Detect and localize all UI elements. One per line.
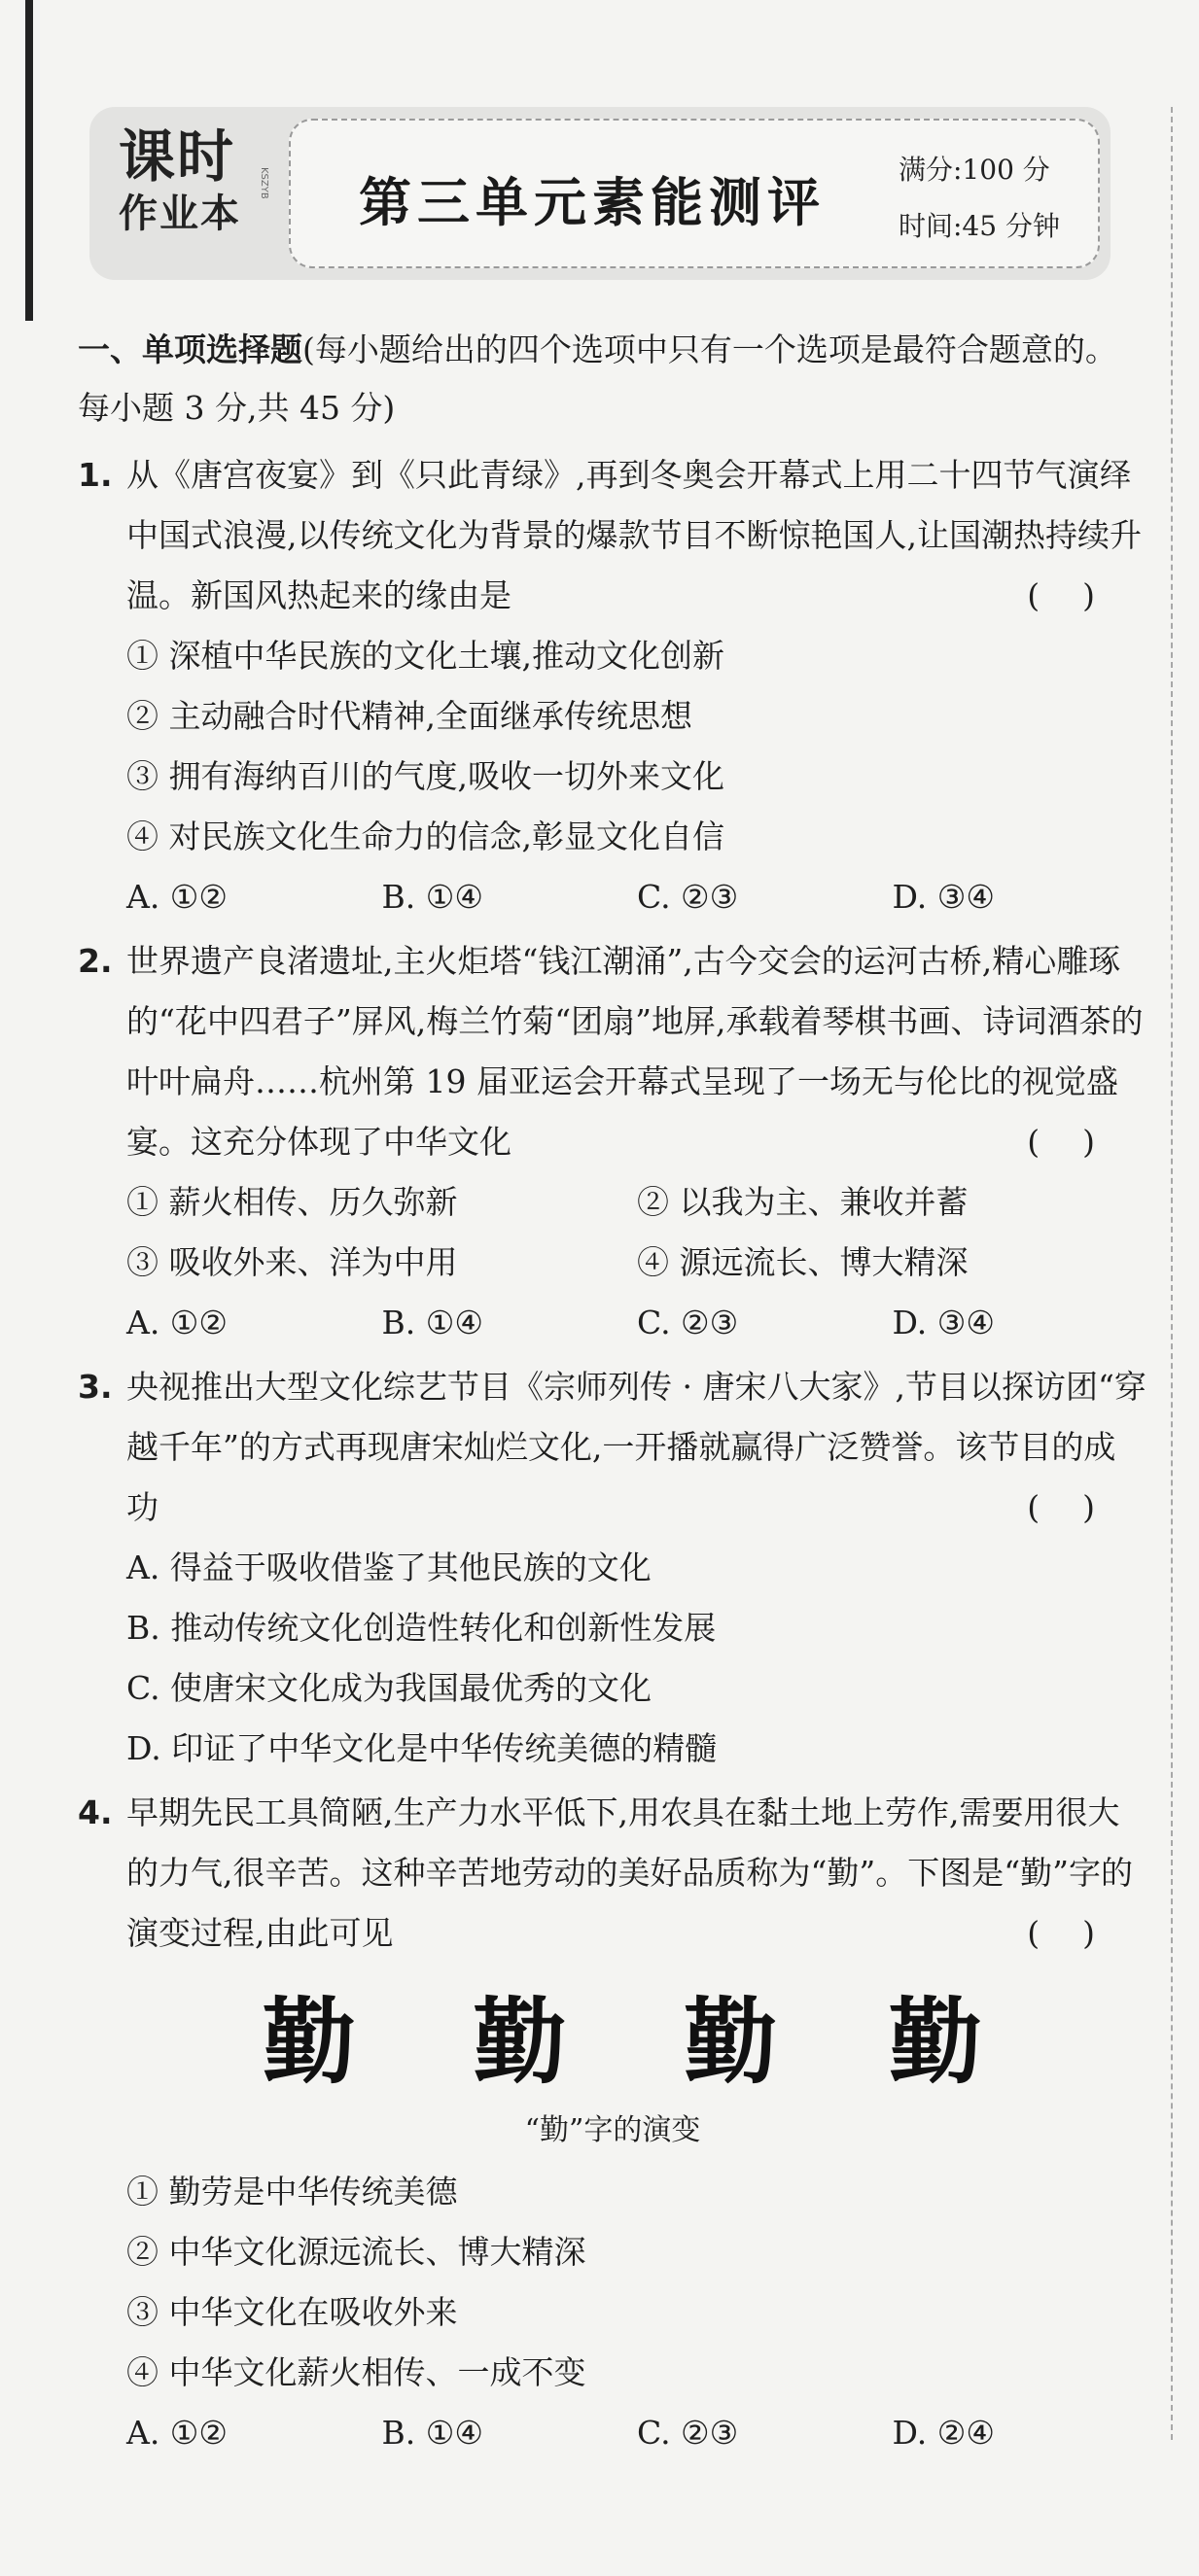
stem-text: 早期先民工具简陋,生产力水平低下,用农具在黏土地上劳作,需要用很大的力气,很辛苦。这种辛苦地劳动的美好品质称为“勤”。下图是“勤”字的演变过程,由此可见 [126,1793,1133,1952]
question-stem [78,1783,1147,1964]
statement-item: ③ 拥有海纳百川的气度,吸收一切外来文化 [126,757,724,795]
statement-item: ③ 中华文化在吸收外来 [126,2293,458,2331]
choice-c[interactable]: C. ②③ [637,878,739,916]
question-stem [78,445,1147,626]
answer-bracket[interactable]: () [1027,1123,1138,1161]
choice-a[interactable]: A. ①② [126,1304,228,1341]
choice-b[interactable]: B. ①④ [381,878,483,916]
stem-text: 从《唐宫夜宴》到《只此青绿》,再到冬奥会开幕式上用二十四节气演绎中国式浪漫,以传统文化为背景的爆款节目不断惊艳国人,让国潮热持续升温。新国风热起来的缘由是 [126,456,1142,614]
question-4 [78,1783,1147,2463]
choice-c[interactable]: C. ②③ [637,2414,739,2452]
time-limit: 时间:45 分钟 [899,210,1060,242]
stem-text: 世界遗产良渚遗址,主火炬塔“钱江潮涌”,古今交会的运河古桥,精心雕琢的“花中四君子”屏风,梅兰竹菊“团扇”地屏,承载着琴棋书画、诗词酒茶的叶叶扁舟……杭州第 19 届亚运会开幕式呈现了一场无与伦比的视觉盛宴。这充分体现了中华文化 [126,942,1144,1161]
question-number: 1. [78,456,113,494]
question-1 [78,445,1147,927]
statement-item: ② 以我为主、兼收并蓄 [637,1183,969,1221]
brand-line-1: 课时 [119,123,236,190]
statement-list [78,1172,1147,1293]
statement-list [78,626,1147,867]
figure-caption: “勤”字的演变 [524,2113,701,2147]
stem-text: 央视推出大型文化综艺节目《宗师列传 · 唐宋八大家》,节目以探访团“穿越千年”的方式再现唐宋灿烂文化,一开播就赢得广泛赞誉。该节目的成功 [126,1368,1146,1526]
statement-item: ② 中华文化源远流长、博大精深 [126,2233,586,2271]
statement-item: ① 深植中华民族的文化土壤,推动文化创新 [126,637,724,675]
statement-item: ④ 源远流长、博大精深 [637,1243,969,1281]
question-2 [78,931,1147,1353]
brand-logo [119,123,264,236]
statement-list [78,2162,1147,2403]
choice-c[interactable]: C. 使唐宋文化成为我国最优秀的文化 [126,1669,652,1707]
brand-line-2: 作业本 [119,191,241,236]
answer-choices [78,1293,1147,1353]
answer-bracket[interactable]: () [1027,1914,1138,1952]
choice-a[interactable]: A. ①② [126,2414,228,2452]
question-stem [78,931,1147,1172]
answer-choices [78,867,1147,927]
question-content [78,321,1147,2463]
question-number: 4. [78,1793,113,1831]
answer-choices [78,2403,1147,2463]
character-evolution-figure [263,1989,982,2096]
page-title: 第三单元素能测评 [359,172,826,233]
question-number: 2. [78,942,113,980]
choice-b[interactable]: B. ①④ [381,2414,483,2452]
page-cut-line [1171,107,1173,2440]
cursive-script-glyph: 勤 [684,1987,772,2097]
choice-d[interactable]: D. ③④ [892,1304,995,1341]
brand-tag: KSZYB [259,167,269,199]
choice-c[interactable]: C. ②③ [637,1304,739,1341]
answer-bracket[interactable]: () [1027,1488,1138,1526]
regular-script-glyph: 勤 [888,1988,982,2097]
choice-d[interactable]: D. ③④ [892,878,995,916]
section-instructions: (每小题给出的四个选项中只有一个选项是最符合题意的。每小题 3 分,共 45 分) [78,331,1117,427]
seal-script-glyph: 勤 [263,1987,356,2097]
answer-choices [78,1538,1147,1779]
choice-b[interactable]: B. 推动传统文化创造性转化和创新性发展 [126,1609,717,1647]
statement-item: ② 主动融合时代精神,全面继承传统思想 [126,697,692,735]
worksheet-header [89,107,1111,280]
choice-b[interactable]: B. ①④ [381,1304,483,1341]
choice-d[interactable]: D. 印证了中华文化是中华传统美德的精髓 [126,1729,718,1767]
section-heading [78,321,1147,437]
choice-a[interactable]: A. 得益于吸收借鉴了其他民族的文化 [126,1549,652,1586]
full-score: 满分:100 分 [899,154,1050,186]
statement-item: ① 薪火相传、历久弥新 [126,1183,458,1221]
question-stem [78,1357,1147,1538]
choice-d[interactable]: D. ②④ [892,2414,995,2452]
title-box [289,119,1100,268]
choice-a[interactable]: A. ①② [126,878,228,916]
statement-item: ③ 吸收外来、洋为中用 [126,1243,458,1281]
question-3 [78,1357,1147,1779]
exam-meta [899,142,1060,255]
question-number: 3. [78,1368,113,1406]
binding-edge-rule [25,0,33,321]
statement-item: ④ 中华文化薪火相传、一成不变 [126,2353,586,2391]
answer-bracket[interactable]: () [1027,576,1138,614]
section-title: 一、单项选择题 [78,331,302,368]
statement-item: ④ 对民族文化生命力的信念,彰显文化自信 [126,818,724,855]
statement-item: ① 勤劳是中华传统美德 [126,2173,458,2210]
clerical-script-glyph: 勤 [473,1988,567,2097]
